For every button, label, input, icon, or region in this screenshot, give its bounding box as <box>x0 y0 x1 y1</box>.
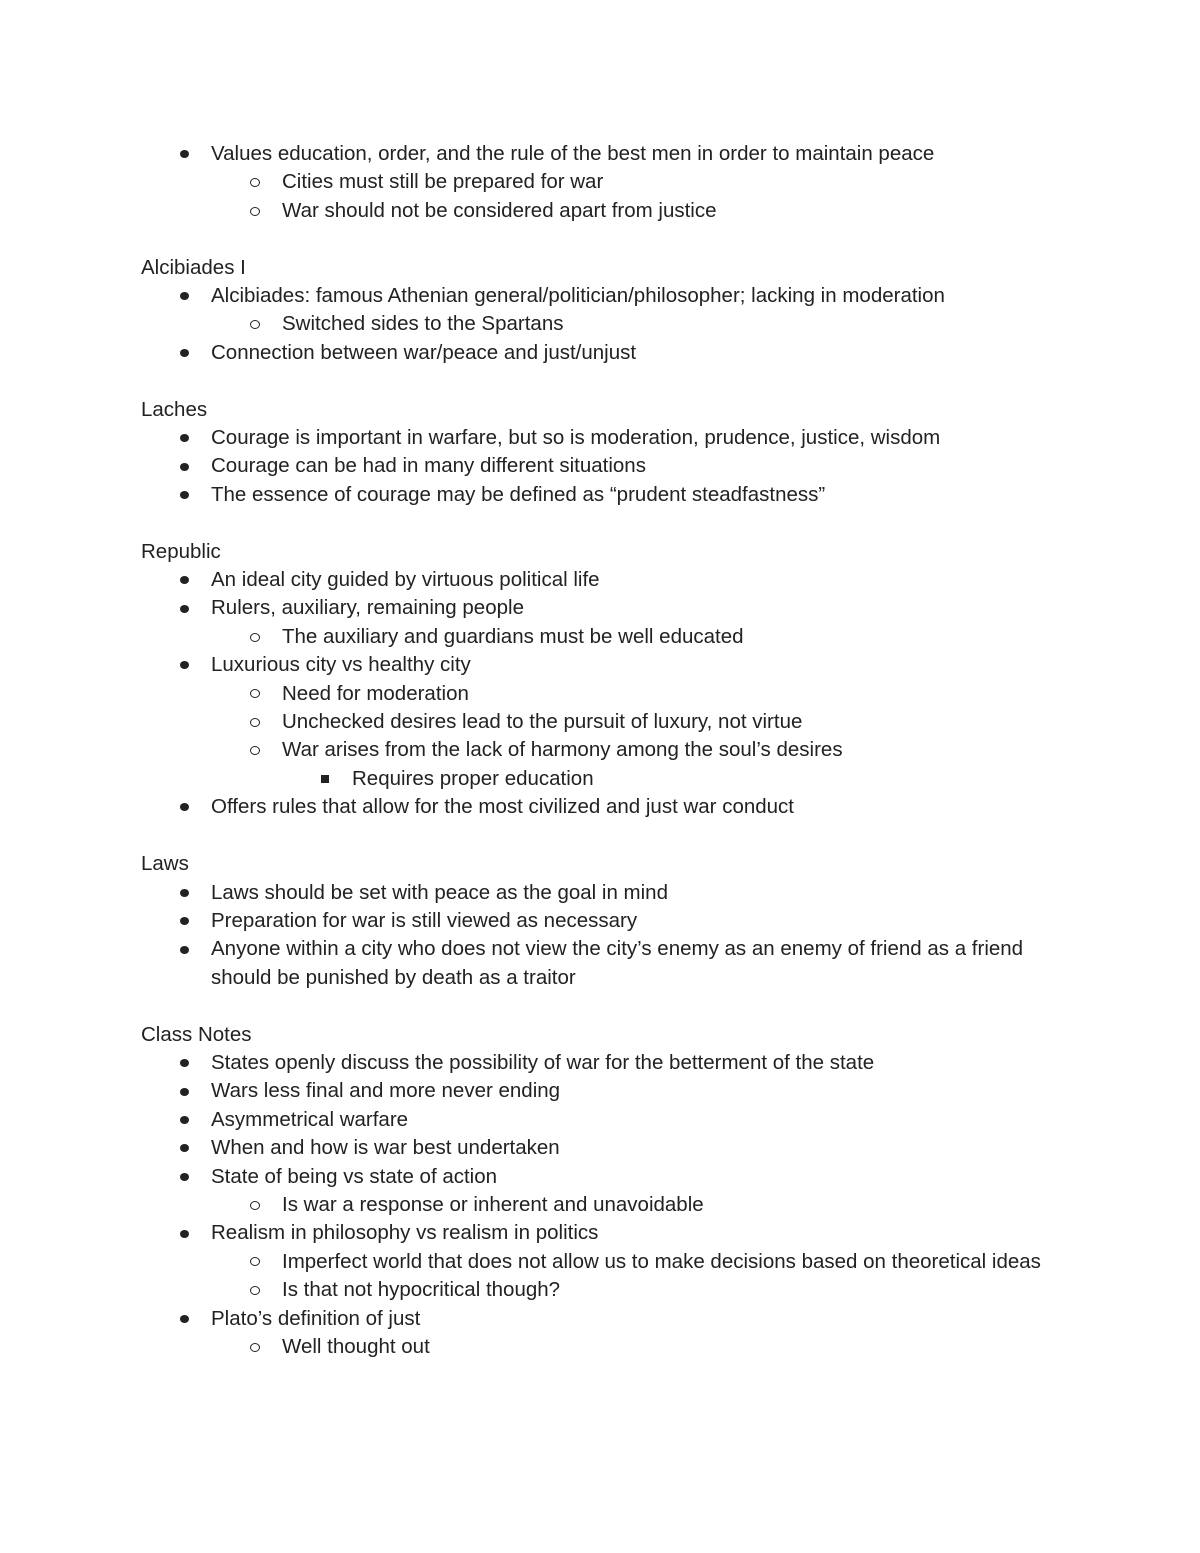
bullet-circle-icon <box>245 310 265 338</box>
bullet-circle-icon <box>245 736 265 764</box>
section-heading: Laches <box>141 397 208 421</box>
section-spacer <box>141 509 1041 537</box>
list-item <box>141 594 1041 651</box>
list-item-text: Offers rules that allow for the most civilized and just war conduct <box>211 795 794 819</box>
list-item-row <box>141 1106 1041 1134</box>
list-item-row <box>141 197 1041 225</box>
list-item-text: Luxurious city vs healthy city <box>211 653 471 677</box>
section-heading: Laws <box>141 852 189 876</box>
list-item-text: Need for moderation <box>282 681 469 705</box>
list-item <box>141 1163 1041 1220</box>
bullet-circle-icon <box>245 168 265 196</box>
section-spacer <box>141 992 1041 1020</box>
list-item-row <box>141 1134 1041 1162</box>
notes-section <box>141 396 1041 510</box>
bullet-disc-icon <box>174 935 194 963</box>
document-body <box>141 140 1041 1361</box>
list-item-text: Asymmetrical warfare <box>211 1107 409 1131</box>
notes-section <box>141 850 1041 992</box>
nested-bullet-list <box>141 1191 1041 1219</box>
list-item <box>141 339 1041 367</box>
list-item-text: Courage can be had in many different situations <box>211 454 646 478</box>
list-item-row <box>141 1163 1041 1191</box>
list-item <box>141 1106 1041 1134</box>
list-item-row <box>141 651 1041 679</box>
list-item <box>141 680 1041 708</box>
bullet-disc-icon <box>174 1106 194 1134</box>
list-item-text: Connection between war/peace and just/unjust <box>211 340 637 364</box>
list-item-text: The auxiliary and guardians must be well educated <box>282 624 744 648</box>
bullet-disc-icon <box>174 140 194 168</box>
list-item-row <box>141 282 1041 310</box>
list-item <box>141 452 1041 480</box>
list-item-text: War arises from the lack of harmony among the soul’s desires <box>282 738 843 762</box>
bullet-circle-icon <box>245 197 265 225</box>
list-item-text: Realism in philosophy vs realism in politics <box>211 1221 599 1245</box>
list-item <box>141 935 1041 992</box>
list-item-text: States openly discuss the possibility of war for the betterment of the state <box>211 1050 875 1074</box>
list-item-text: War should not be considered apart from justice <box>282 198 717 222</box>
list-item <box>141 879 1041 907</box>
list-item-row <box>141 1219 1041 1247</box>
list-item-text: When and how is war best undertaken <box>211 1136 560 1160</box>
bullet-disc-icon <box>174 594 194 622</box>
list-item-text: Unchecked desires lead to the pursuit of luxury, not virtue <box>282 710 803 734</box>
section-spacer <box>141 225 1041 253</box>
list-item-text: Anyone within a city who does not view the city’s enemy as an enemy of friend as a friend should be punished by death as a traitor <box>211 937 1024 989</box>
list-item-row <box>141 623 1041 651</box>
list-item <box>141 1305 1041 1362</box>
bullet-square-icon <box>315 765 335 793</box>
list-item-row <box>141 935 1041 992</box>
list-item-text: Imperfect world that does not allow us to make decisions based on theoretical ideas <box>282 1249 1041 1273</box>
list-item <box>141 566 1041 594</box>
bullet-disc-icon <box>174 651 194 679</box>
list-item-text: The essence of courage may be defined as “prudent steadfastness” <box>211 482 826 506</box>
list-item <box>141 907 1041 935</box>
list-item-row <box>141 907 1041 935</box>
notes-section <box>141 538 1041 822</box>
list-item <box>141 793 1041 821</box>
list-item <box>141 282 1041 339</box>
list-item-row <box>141 680 1041 708</box>
list-item-row <box>141 566 1041 594</box>
list-item-row <box>141 879 1041 907</box>
nested-bullet-list <box>141 765 1041 793</box>
list-item-row <box>141 736 1041 764</box>
list-item <box>141 1049 1041 1077</box>
bullet-disc-icon <box>174 339 194 367</box>
nested-bullet-list <box>141 310 1041 338</box>
list-item <box>141 1333 1041 1361</box>
list-item-row <box>141 1333 1041 1361</box>
list-item-text: Switched sides to the Spartans <box>282 312 564 336</box>
list-item <box>141 481 1041 509</box>
bullet-disc-icon <box>174 879 194 907</box>
section-heading: Republic <box>141 539 221 563</box>
list-item-text: Alcibiades: famous Athenian general/politician/philosopher; lacking in moderation <box>211 284 945 308</box>
list-item-text: Plato’s definition of just <box>211 1306 421 1330</box>
list-item-text: Laws should be set with peace as the goal in mind <box>211 880 668 904</box>
list-item-text: Well thought out <box>282 1334 430 1358</box>
list-item <box>141 765 1041 793</box>
list-item-text: Courage is important in warfare, but so is moderation, prudence, justice, wisdom <box>211 426 941 450</box>
section-heading: Alcibiades I <box>141 255 246 279</box>
list-item <box>141 708 1041 736</box>
list-item-row <box>141 1077 1041 1105</box>
section-bullet-list <box>141 566 1041 822</box>
list-item-row <box>141 140 1041 168</box>
list-item <box>141 651 1041 793</box>
bullet-disc-icon <box>174 282 194 310</box>
list-item-row <box>141 1305 1041 1333</box>
section-bullet-list <box>141 879 1041 993</box>
list-item <box>141 1134 1041 1162</box>
bullet-disc-icon <box>174 1049 194 1077</box>
list-item-row <box>141 1248 1041 1276</box>
list-item-row <box>141 310 1041 338</box>
bullet-circle-icon <box>245 1333 265 1361</box>
bullet-disc-icon <box>174 566 194 594</box>
list-item-row <box>141 452 1041 480</box>
bullet-circle-icon <box>245 708 265 736</box>
list-item-row <box>141 424 1041 452</box>
bullet-disc-icon <box>174 1163 194 1191</box>
list-item-row <box>141 481 1041 509</box>
list-item-row <box>141 1049 1041 1077</box>
list-item-text: Cities must still be prepared for war <box>282 170 604 194</box>
list-item-text: Wars less final and more never ending <box>211 1079 561 1103</box>
list-item-row <box>141 594 1041 622</box>
bullet-disc-icon <box>174 1305 194 1333</box>
list-item-row <box>141 339 1041 367</box>
list-item-text: Requires proper education <box>352 766 594 790</box>
bullet-disc-icon <box>174 424 194 452</box>
nested-bullet-list <box>141 623 1041 651</box>
list-item-text: Values education, order, and the rule of the best men in order to maintain peace <box>211 142 935 165</box>
list-item-text: An ideal city guided by virtuous political life <box>211 568 600 592</box>
list-item <box>141 1077 1041 1105</box>
section-bullet-list <box>141 1049 1041 1361</box>
section-bullet-list <box>141 424 1041 509</box>
list-item-row <box>141 708 1041 736</box>
sections-container <box>141 225 1041 1361</box>
intro-bullet-list <box>141 140 1041 225</box>
bullet-circle-icon <box>245 680 265 708</box>
section-bullet-list <box>141 282 1041 367</box>
section-heading: Class Notes <box>141 1022 252 1046</box>
bullet-disc-icon <box>174 1219 194 1247</box>
section-spacer <box>141 822 1041 850</box>
bullet-circle-icon <box>245 623 265 651</box>
list-item-row <box>141 765 1041 793</box>
notes-section <box>141 254 1041 368</box>
list-item <box>141 1191 1041 1219</box>
list-item <box>141 1248 1041 1276</box>
list-item-text: Preparation for war is still viewed as necessary <box>211 908 638 932</box>
nested-bullet-list <box>141 168 1041 225</box>
list-item <box>141 736 1041 793</box>
nested-bullet-list <box>141 680 1041 794</box>
list-item-row <box>141 1276 1041 1304</box>
nested-bullet-list <box>141 1333 1041 1361</box>
list-item-row <box>141 168 1041 196</box>
list-item <box>141 168 1041 196</box>
list-item <box>141 1276 1041 1304</box>
bullet-disc-icon <box>174 481 194 509</box>
bullet-disc-icon <box>174 452 194 480</box>
section-spacer <box>141 367 1041 395</box>
bullet-disc-icon <box>174 793 194 821</box>
bullet-disc-icon <box>174 1134 194 1162</box>
notes-section <box>141 1021 1041 1362</box>
bullet-circle-icon <box>245 1276 265 1304</box>
list-item-text: Is that not hypocritical though? <box>282 1278 561 1302</box>
list-item-text: State of being vs state of action <box>211 1164 498 1188</box>
list-item <box>141 623 1041 651</box>
list-item <box>141 310 1041 338</box>
list-item <box>141 140 1041 225</box>
list-item-row <box>141 1191 1041 1219</box>
bullet-circle-icon <box>245 1248 265 1276</box>
nested-bullet-list <box>141 1248 1041 1305</box>
list-item-row <box>141 793 1041 821</box>
list-item <box>141 1219 1041 1304</box>
list-item-text: Is war a response or inherent and unavoidable <box>282 1192 704 1216</box>
list-item <box>141 424 1041 452</box>
bullet-disc-icon <box>174 907 194 935</box>
list-item-text: Rulers, auxiliary, remaining people <box>211 596 524 620</box>
bullet-disc-icon <box>174 1077 194 1105</box>
bullet-circle-icon <box>245 1191 265 1219</box>
list-item <box>141 197 1041 225</box>
